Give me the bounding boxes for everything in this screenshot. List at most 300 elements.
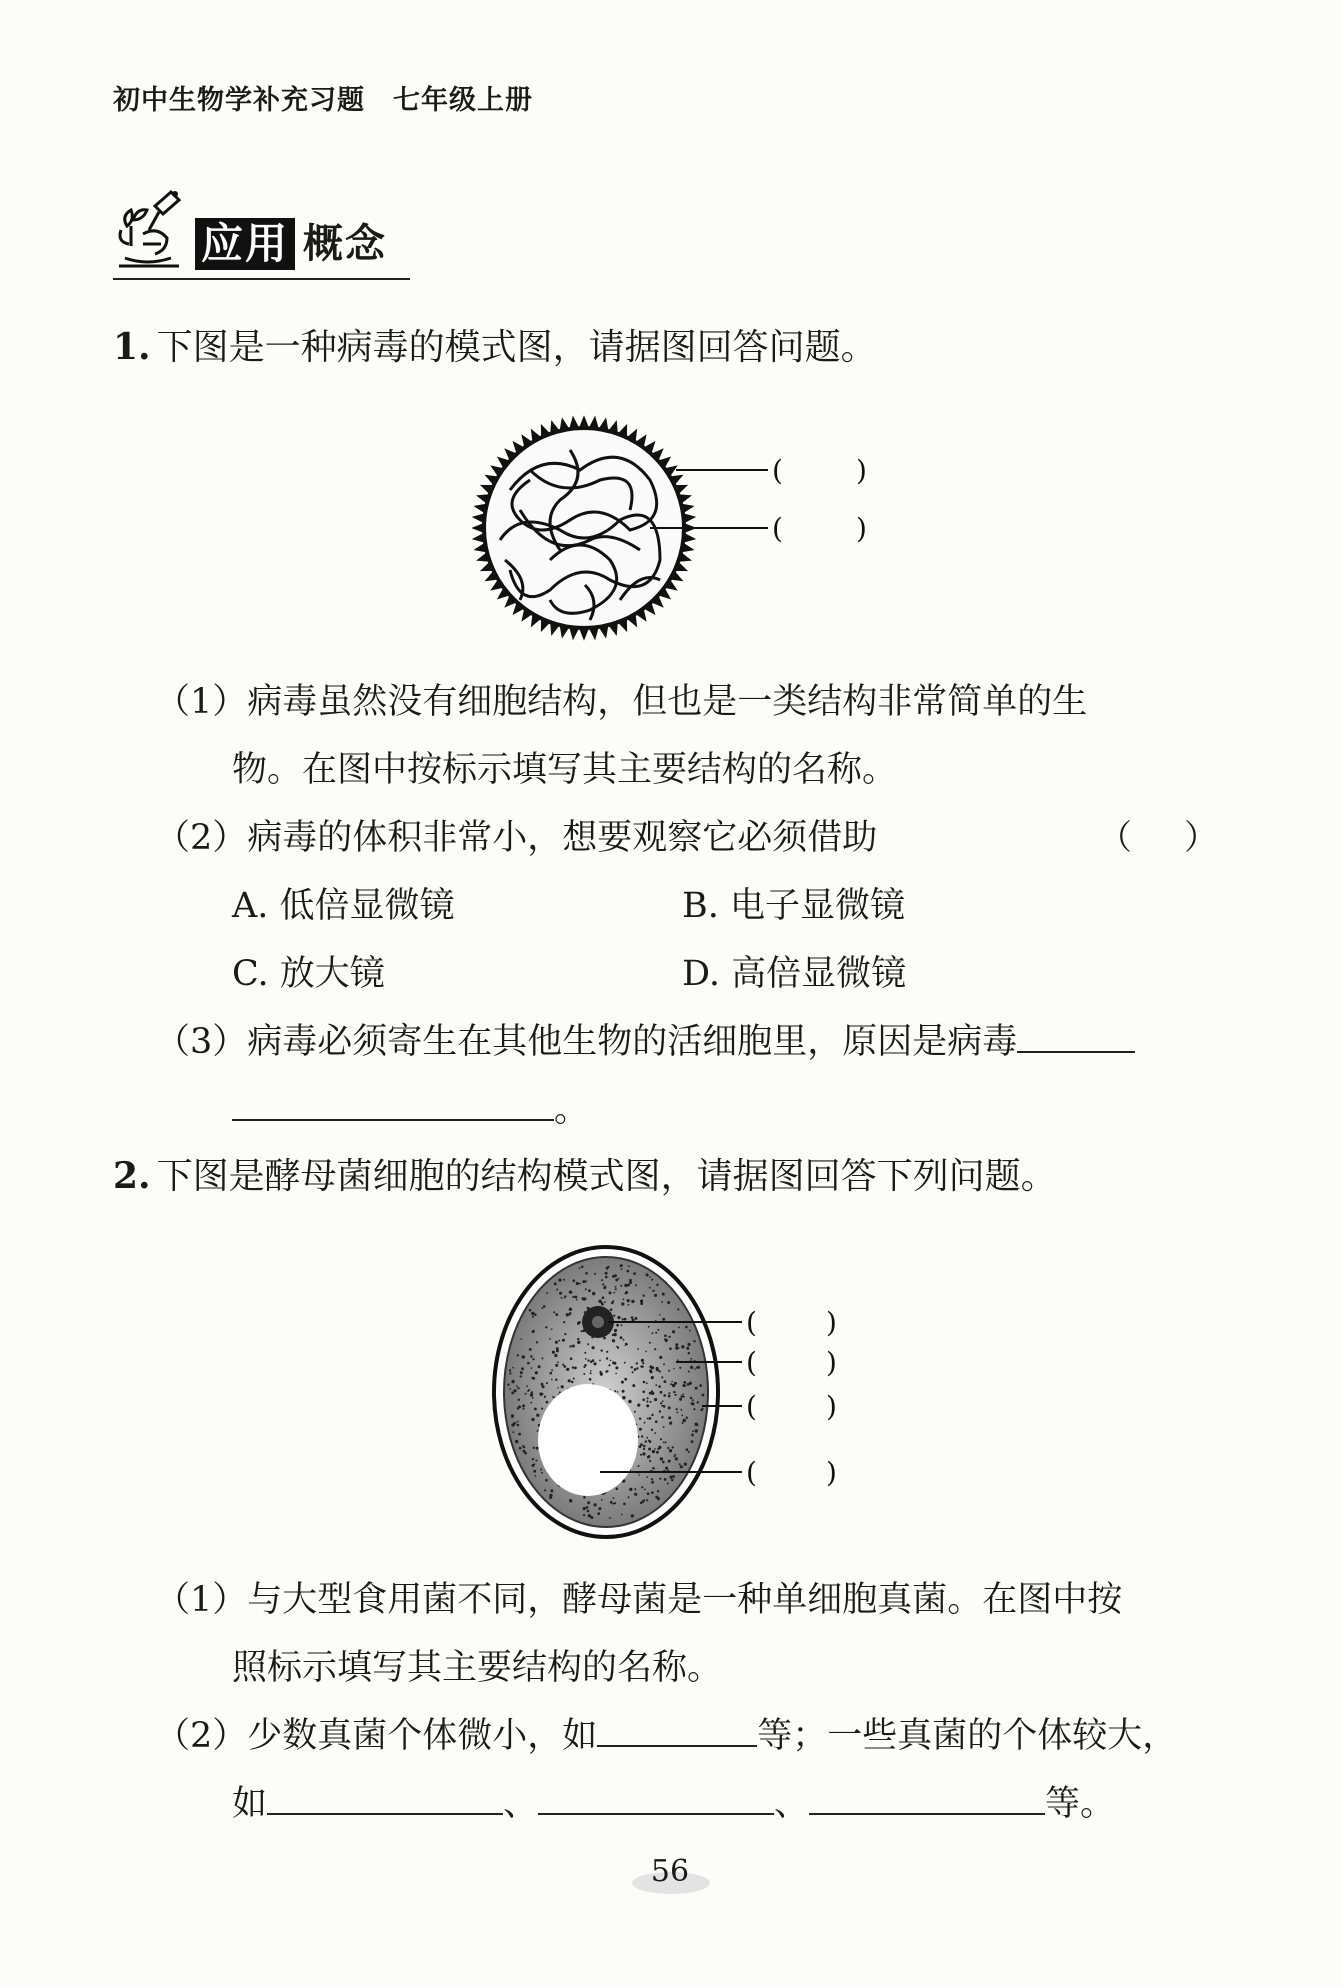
cytoplasm-granule bbox=[615, 1279, 618, 1282]
cytoplasm-granule bbox=[577, 1338, 579, 1340]
cytoplasm-granule bbox=[541, 1383, 544, 1386]
cytoplasm-granule bbox=[569, 1291, 572, 1294]
cytoplasm-granule bbox=[546, 1401, 549, 1404]
cytoplasm-granule bbox=[643, 1445, 646, 1448]
question-number: 1. bbox=[113, 326, 151, 368]
cytoplasm-granule bbox=[592, 1346, 595, 1349]
cytoplasm-granule bbox=[606, 1351, 608, 1353]
capsid-spike bbox=[675, 563, 686, 571]
cytoplasm-granule bbox=[675, 1343, 678, 1346]
cytoplasm-granule bbox=[636, 1362, 638, 1364]
cytoplasm-granule bbox=[521, 1338, 523, 1340]
cytoplasm-granule bbox=[559, 1292, 562, 1295]
cytoplasm-granule bbox=[530, 1393, 533, 1396]
answer-blank[interactable] bbox=[1017, 1021, 1135, 1053]
section-title: 概念 bbox=[303, 221, 387, 267]
capsid-spike bbox=[580, 628, 588, 638]
cytoplasm-granule bbox=[661, 1301, 663, 1303]
cytoplasm-granule bbox=[624, 1362, 626, 1364]
answer-blank[interactable] bbox=[232, 1089, 554, 1121]
cytoplasm-granule bbox=[576, 1282, 579, 1285]
cytoplasm-granule bbox=[657, 1329, 659, 1331]
cytoplasm-granule bbox=[668, 1406, 671, 1409]
cytoplasm-granule bbox=[692, 1402, 695, 1405]
cytoplasm-granule bbox=[574, 1367, 577, 1370]
capsid-spike bbox=[609, 623, 617, 634]
cytoplasm-granule bbox=[628, 1496, 630, 1498]
cytoplasm-granule bbox=[673, 1455, 675, 1457]
cytoplasm-granule bbox=[561, 1297, 563, 1299]
cytoplasm-granule bbox=[509, 1372, 511, 1374]
cytoplasm-granule bbox=[649, 1440, 652, 1443]
cytoplasm-granule bbox=[646, 1400, 648, 1402]
cytoplasm-granule bbox=[646, 1404, 649, 1407]
cytoplasm-granule bbox=[517, 1387, 519, 1389]
label-paren-close: ) bbox=[826, 1306, 837, 1339]
cytoplasm-granule bbox=[642, 1399, 645, 1402]
cytoplasm-granule bbox=[685, 1385, 687, 1387]
cytoplasm-granule bbox=[669, 1347, 672, 1350]
cytoplasm-granule bbox=[651, 1414, 653, 1416]
yeast-cell-diagram bbox=[490, 1240, 870, 1550]
cytoplasm-granule bbox=[640, 1300, 643, 1303]
cytoplasm-granule bbox=[631, 1366, 633, 1368]
cytoplasm-granule bbox=[536, 1341, 538, 1343]
option-c[interactable]: C. 放大镜 bbox=[232, 954, 385, 994]
cytoplasm-granule bbox=[582, 1280, 585, 1283]
cytoplasm-granule bbox=[672, 1446, 674, 1448]
cytoplasm-granule bbox=[623, 1339, 625, 1341]
cytoplasm-granule bbox=[668, 1392, 670, 1394]
cytoplasm-granule bbox=[621, 1302, 624, 1305]
cytoplasm-granule bbox=[660, 1457, 663, 1460]
cytoplasm-granule bbox=[660, 1438, 662, 1440]
cytoplasm-granule bbox=[537, 1430, 539, 1432]
capsid-spike bbox=[551, 623, 559, 634]
cytoplasm-granule bbox=[629, 1488, 632, 1491]
cytoplasm-granule bbox=[586, 1506, 589, 1509]
cytoplasm-granule bbox=[668, 1460, 671, 1463]
capsid-spike bbox=[609, 423, 617, 434]
cytoplasm-granule bbox=[635, 1317, 637, 1319]
cytoplasm-granule bbox=[649, 1342, 651, 1344]
cytoplasm-granule bbox=[657, 1490, 659, 1492]
cytoplasm-granule bbox=[585, 1358, 587, 1360]
cytoplasm-granule bbox=[535, 1371, 538, 1374]
cytoplasm-granule bbox=[681, 1395, 684, 1398]
cytoplasm-granule bbox=[668, 1416, 671, 1419]
cytoplasm-granule bbox=[631, 1514, 634, 1517]
cytoplasm-granule bbox=[571, 1381, 574, 1384]
cytoplasm-granule bbox=[651, 1491, 654, 1494]
cytoplasm-granule bbox=[623, 1503, 626, 1506]
cytoplasm-granule bbox=[507, 1384, 509, 1386]
cytoplasm-granule bbox=[598, 1507, 601, 1510]
cytoplasm-granule bbox=[688, 1451, 690, 1453]
answer-blank[interactable] bbox=[267, 1783, 503, 1815]
cytoplasm-granule bbox=[544, 1489, 546, 1491]
cytoplasm-granule bbox=[540, 1469, 542, 1471]
q1-sub-3-text: （3）病毒必须寄生在其他生物的活细胞里，原因是病毒 bbox=[155, 1022, 1018, 1062]
label-paren-open: ( bbox=[746, 1306, 757, 1339]
cytoplasm-granule bbox=[615, 1286, 617, 1288]
cytoplasm-granule bbox=[609, 1291, 612, 1294]
cytoplasm-granule bbox=[520, 1371, 523, 1374]
cytoplasm-granule bbox=[642, 1362, 644, 1364]
cytoplasm-granule bbox=[614, 1274, 617, 1277]
cytoplasm-granule bbox=[663, 1394, 666, 1397]
q1-answer-paren[interactable] bbox=[1098, 816, 1218, 860]
cytoplasm-granule bbox=[572, 1296, 574, 1298]
cytoplasm-granule bbox=[634, 1493, 637, 1496]
cytoplasm-granule bbox=[621, 1268, 623, 1270]
cytoplasm-granule bbox=[575, 1296, 578, 1299]
cytoplasm-granule bbox=[646, 1273, 649, 1276]
capsid-spike bbox=[675, 486, 686, 494]
cytoplasm-granule bbox=[515, 1440, 518, 1443]
capsid-spike bbox=[476, 544, 487, 552]
cytoplasm-granule bbox=[678, 1347, 680, 1349]
cytoplasm-granule bbox=[648, 1448, 651, 1451]
cytoplasm-granule bbox=[531, 1418, 534, 1421]
cytoplasm-granule bbox=[687, 1343, 690, 1346]
cytoplasm-granule bbox=[583, 1373, 585, 1375]
option-b[interactable]: B. 电子显微镜 bbox=[682, 886, 905, 926]
cytoplasm-granule bbox=[665, 1339, 668, 1342]
cytoplasm-granule bbox=[674, 1382, 677, 1385]
q2-sub-2-suffix: 等。 bbox=[1045, 1784, 1116, 1824]
cytoplasm-granule bbox=[594, 1503, 597, 1506]
cytoplasm-granule bbox=[659, 1356, 662, 1359]
cytoplasm-granule bbox=[529, 1309, 532, 1312]
cytoplasm-granule bbox=[523, 1408, 525, 1410]
cytoplasm-granule bbox=[628, 1400, 631, 1403]
cytoplasm-granule bbox=[676, 1408, 678, 1410]
cytoplasm-granule bbox=[563, 1321, 565, 1323]
cytoplasm-granule bbox=[566, 1313, 569, 1316]
answer-blank[interactable] bbox=[809, 1783, 1045, 1815]
cytoplasm-granule bbox=[558, 1340, 560, 1342]
cytoplasm-granule bbox=[673, 1368, 675, 1370]
cytoplasm-granule bbox=[642, 1452, 645, 1455]
yeast-label-blanks bbox=[746, 1306, 837, 1489]
cytoplasm-granule bbox=[688, 1371, 690, 1373]
cytoplasm-granule bbox=[542, 1385, 545, 1388]
cytoplasm-granule bbox=[613, 1292, 615, 1294]
cytoplasm-granule bbox=[532, 1464, 535, 1467]
cytoplasm-granule bbox=[640, 1443, 643, 1446]
cytoplasm-granule bbox=[590, 1372, 592, 1374]
cytoplasm-granule bbox=[644, 1489, 646, 1491]
capsid-spike bbox=[476, 505, 487, 513]
label-paren-open: ( bbox=[746, 1390, 757, 1423]
cytoplasm-granule bbox=[590, 1516, 593, 1519]
cytoplasm-granule bbox=[648, 1326, 650, 1328]
cytoplasm-granule bbox=[654, 1294, 657, 1297]
cytoplasm-granule bbox=[693, 1340, 695, 1342]
cytoplasm-granule bbox=[623, 1298, 625, 1300]
cytoplasm-granule bbox=[613, 1497, 615, 1499]
q1-sub-1-line-2: 物。在图中按标示填写其主要结构的名称。 bbox=[232, 750, 898, 790]
cytoplasm-granule bbox=[615, 1373, 617, 1375]
cytoplasm-granule bbox=[552, 1351, 555, 1354]
cytoplasm-granule bbox=[563, 1279, 565, 1281]
cytoplasm-granule bbox=[621, 1381, 624, 1384]
cytoplasm-granule bbox=[639, 1418, 641, 1420]
cytoplasm-granule bbox=[624, 1284, 627, 1287]
cytoplasm-granule bbox=[649, 1287, 651, 1289]
cytoplasm-granule bbox=[629, 1279, 632, 1282]
section-heading bbox=[113, 186, 413, 286]
cytoplasm-granule bbox=[587, 1343, 589, 1345]
cytoplasm-granule bbox=[659, 1478, 661, 1480]
cytoplasm-granule bbox=[661, 1416, 663, 1418]
cytoplasm-granule bbox=[544, 1396, 546, 1398]
cytoplasm-granule bbox=[692, 1430, 694, 1432]
cytoplasm-granule bbox=[672, 1475, 675, 1478]
cytoplasm-granule bbox=[622, 1318, 624, 1320]
cytoplasm-granule bbox=[645, 1351, 647, 1353]
capsid-spike bbox=[475, 514, 486, 522]
cytoplasm-granule bbox=[688, 1352, 690, 1354]
cytoplasm-granule bbox=[658, 1385, 661, 1388]
cytoplasm-granule bbox=[695, 1387, 698, 1390]
cytoplasm-granule bbox=[651, 1366, 654, 1369]
cytoplasm-granule bbox=[564, 1333, 566, 1335]
cytoplasm-granule bbox=[532, 1397, 534, 1399]
cytoplasm-granule bbox=[632, 1371, 634, 1373]
separator: 、 bbox=[503, 1784, 539, 1824]
cytoplasm-granule bbox=[532, 1458, 534, 1460]
cytoplasm-granule bbox=[641, 1359, 644, 1362]
cytoplasm-granule bbox=[635, 1284, 637, 1286]
cytoplasm-granule bbox=[536, 1447, 539, 1450]
separator: 、 bbox=[774, 1784, 810, 1824]
cytoplasm-granule bbox=[680, 1409, 682, 1411]
cytoplasm-granule bbox=[679, 1398, 682, 1401]
cytoplasm-granule bbox=[665, 1441, 667, 1443]
q2-sub-2-line-2 bbox=[232, 1782, 1115, 1826]
cytoplasm-granule bbox=[556, 1289, 558, 1291]
cytoplasm-granule bbox=[521, 1367, 524, 1370]
cytoplasm-granule bbox=[511, 1416, 513, 1418]
cytoplasm-granule bbox=[557, 1361, 559, 1363]
cytoplasm-granule bbox=[636, 1367, 638, 1369]
cytoplasm-granule bbox=[572, 1345, 575, 1348]
period: 。 bbox=[554, 1090, 590, 1130]
cytoplasm-granule bbox=[551, 1379, 553, 1381]
cytoplasm-granule bbox=[552, 1396, 554, 1398]
cytoplasm-granule bbox=[649, 1417, 652, 1420]
cytoplasm-granule bbox=[696, 1367, 698, 1369]
cytoplasm-granule bbox=[587, 1359, 589, 1361]
cytoplasm-granule bbox=[668, 1336, 670, 1338]
cytoplasm-granule bbox=[532, 1358, 534, 1360]
cytoplasm-granule bbox=[520, 1375, 522, 1377]
cytoplasm-granule bbox=[667, 1301, 670, 1304]
cytoplasm-granule bbox=[664, 1478, 667, 1481]
cytoplasm-granule bbox=[535, 1460, 537, 1462]
cytoplasm-granule bbox=[509, 1369, 511, 1371]
cytoplasm-granule bbox=[546, 1292, 548, 1294]
cytoplasm-granule bbox=[541, 1408, 543, 1410]
cytoplasm-granule bbox=[649, 1460, 651, 1462]
cytoplasm-granule bbox=[647, 1456, 650, 1459]
cytoplasm-granule bbox=[564, 1295, 566, 1297]
cytoplasm-granule bbox=[668, 1370, 670, 1372]
cytoplasm-granule bbox=[530, 1402, 532, 1404]
cytoplasm-granule bbox=[615, 1366, 618, 1369]
capsid-spike bbox=[681, 544, 692, 552]
cytoplasm-granule bbox=[655, 1420, 658, 1423]
cytoplasm-granule bbox=[627, 1284, 630, 1287]
cytoplasm-granule bbox=[685, 1326, 688, 1329]
cytoplasm-granule bbox=[643, 1295, 645, 1297]
answer-blank[interactable] bbox=[538, 1783, 774, 1815]
cytoplasm-granule bbox=[647, 1492, 650, 1495]
cytoplasm-granule bbox=[549, 1494, 552, 1497]
cytoplasm-granule bbox=[519, 1406, 521, 1408]
question-text: 下图是一种病毒的模式图，请据图回答问题。 bbox=[156, 327, 877, 368]
microscope-plant-icon bbox=[113, 186, 187, 276]
cytoplasm-granule bbox=[511, 1392, 514, 1395]
cytoplasm-granule bbox=[522, 1445, 524, 1447]
cytoplasm-granule bbox=[656, 1284, 658, 1286]
cytoplasm-granule bbox=[652, 1290, 654, 1292]
q2-sub-2-prefix: 如 bbox=[232, 1784, 268, 1824]
q1-sub-1-line-1: （1）病毒虽然没有细胞结构，但也是一类结构非常简单的生 bbox=[155, 682, 1088, 722]
cytoplasm-granule bbox=[651, 1478, 653, 1480]
cytoplasm-granule bbox=[664, 1334, 667, 1337]
cytoplasm-granule bbox=[700, 1409, 702, 1411]
cytoplasm-granule bbox=[585, 1288, 587, 1290]
cytoplasm-granule bbox=[522, 1355, 525, 1358]
cytoplasm-granule bbox=[587, 1510, 590, 1513]
cytoplasm-granule bbox=[667, 1447, 669, 1449]
cytoplasm-granule bbox=[570, 1357, 573, 1360]
virus-diagram bbox=[460, 410, 920, 650]
cytoplasm-granule bbox=[616, 1324, 619, 1327]
cytoplasm-granule bbox=[683, 1419, 686, 1422]
cytoplasm-granule bbox=[680, 1465, 683, 1468]
cytoplasm-granule bbox=[612, 1361, 615, 1364]
paren-close: ） bbox=[1184, 818, 1218, 858]
cytoplasm-granule bbox=[634, 1488, 636, 1490]
cytoplasm-granule bbox=[523, 1450, 526, 1453]
option-d[interactable]: D. 高倍显微镜 bbox=[682, 954, 907, 994]
cytoplasm-granule bbox=[592, 1359, 595, 1362]
cytoplasm-granule bbox=[646, 1437, 648, 1439]
cytoplasm-granule bbox=[634, 1411, 636, 1413]
cytoplasm-granule bbox=[614, 1502, 616, 1504]
cytoplasm-granule bbox=[578, 1321, 581, 1324]
cytoplasm-granule bbox=[608, 1364, 610, 1366]
cytoplasm-granule bbox=[550, 1489, 553, 1492]
label-paren-open: ( bbox=[746, 1456, 757, 1489]
cytoplasm-granule bbox=[663, 1442, 665, 1444]
cytoplasm-granule bbox=[631, 1300, 634, 1303]
cytoplasm-granule bbox=[610, 1501, 613, 1504]
cytoplasm-granule bbox=[641, 1365, 644, 1368]
cytoplasm-granule bbox=[677, 1308, 679, 1310]
cytoplasm-granule bbox=[647, 1397, 649, 1399]
cytoplasm-granule bbox=[662, 1293, 665, 1296]
label-paren-close: ) bbox=[826, 1390, 837, 1423]
cytoplasm-granule bbox=[531, 1367, 533, 1369]
capsid-spike bbox=[561, 420, 569, 431]
cytoplasm-granule bbox=[611, 1302, 614, 1305]
cytoplasm-granule bbox=[651, 1390, 653, 1392]
cytoplasm-granule bbox=[557, 1387, 559, 1389]
cytoplasm-granule bbox=[618, 1278, 620, 1280]
cytoplasm-granule bbox=[656, 1367, 659, 1370]
cytoplasm-granule bbox=[612, 1503, 614, 1505]
cytoplasm-granule bbox=[553, 1311, 555, 1313]
cytoplasm-granule bbox=[621, 1514, 623, 1516]
capsid-spike bbox=[479, 495, 490, 503]
cytoplasm-granule bbox=[517, 1354, 519, 1356]
cytoplasm-granule bbox=[606, 1370, 608, 1372]
cytoplasm-granule bbox=[604, 1301, 606, 1303]
cytoplasm-granule bbox=[601, 1349, 603, 1351]
cytoplasm-granule bbox=[690, 1366, 693, 1369]
cytoplasm-granule bbox=[614, 1329, 617, 1332]
cytoplasm-granule bbox=[542, 1357, 544, 1359]
cytoplasm-granule bbox=[620, 1285, 622, 1287]
cytoplasm-granule bbox=[556, 1347, 559, 1350]
cytoplasm-granule bbox=[513, 1422, 516, 1425]
cytoplasm-granule bbox=[626, 1343, 628, 1345]
cytoplasm-granule bbox=[679, 1463, 681, 1465]
cytoplasm-granule bbox=[643, 1448, 645, 1450]
capsid-spike bbox=[479, 553, 490, 561]
answer-blank[interactable] bbox=[597, 1715, 757, 1747]
cytoplasm-granule bbox=[628, 1304, 630, 1306]
question-1-stem bbox=[113, 325, 877, 370]
cytoplasm-granule bbox=[669, 1449, 672, 1452]
cytoplasm-granule bbox=[555, 1364, 558, 1367]
cytoplasm-granule bbox=[602, 1296, 605, 1299]
cytoplasm-granule bbox=[678, 1327, 680, 1329]
page-number: 56 bbox=[650, 1854, 690, 1889]
cytoplasm-granule bbox=[654, 1448, 656, 1450]
label-paren-close: ) bbox=[826, 1346, 837, 1379]
cytoplasm-granule bbox=[657, 1497, 660, 1500]
cytoplasm-granule bbox=[569, 1345, 571, 1347]
capsid-spike bbox=[551, 423, 559, 434]
option-a[interactable]: A. 低倍显微镜 bbox=[232, 886, 455, 926]
cytoplasm-granule bbox=[592, 1292, 595, 1295]
cytoplasm-granule bbox=[530, 1355, 532, 1357]
cytoplasm-granule bbox=[660, 1402, 662, 1404]
yeast-vacuole bbox=[538, 1384, 638, 1496]
cytoplasm-granule bbox=[551, 1328, 553, 1330]
capsid-spike bbox=[475, 534, 486, 542]
cytoplasm-granule bbox=[650, 1401, 652, 1403]
cytoplasm-granule bbox=[513, 1389, 516, 1392]
cytoplasm-granule bbox=[604, 1286, 607, 1289]
paren-open: （ bbox=[1098, 818, 1132, 858]
cytoplasm-granule bbox=[590, 1370, 592, 1372]
cytoplasm-granule bbox=[652, 1467, 655, 1470]
cytoplasm-granule bbox=[640, 1454, 642, 1456]
question-number: 2. bbox=[113, 1155, 151, 1197]
cytoplasm-granule bbox=[606, 1357, 608, 1359]
capsid-spike bbox=[590, 419, 598, 430]
cytoplasm-granule bbox=[627, 1270, 630, 1273]
cytoplasm-granule bbox=[622, 1396, 625, 1399]
cytoplasm-granule bbox=[534, 1408, 537, 1411]
